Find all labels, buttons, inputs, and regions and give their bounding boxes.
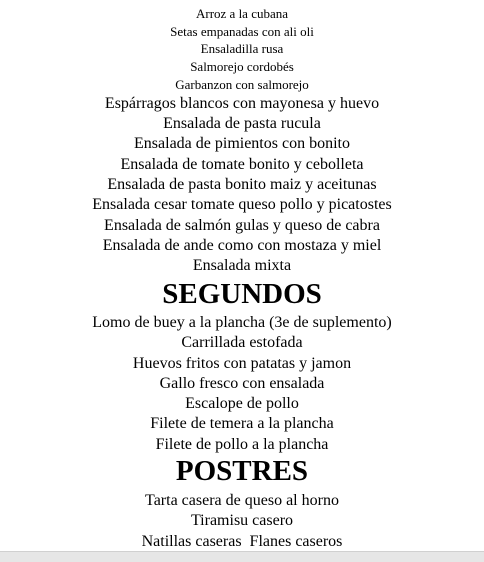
primeros-item: Ensalada de pasta rucula — [163, 115, 321, 132]
segundos-item: Gallo fresco con ensalada — [159, 375, 325, 392]
primeros-item: Ensalada de salmón gulas y queso de cabra — [104, 217, 380, 234]
primeros-item: Arroz a la cubana — [195, 6, 289, 21]
segundos-item: Escalope de pollo — [185, 395, 299, 412]
segundos-item: Huevos fritos con patatas y jamon — [132, 355, 352, 372]
segundos-item: Lomo de buey a la plancha (3e de suplemento) — [92, 314, 392, 331]
primeros-item: Ensalada de ande como con mostaza y miel — [102, 237, 382, 254]
segundos-item: Filete de pollo a la plancha — [155, 436, 329, 453]
segundos-item: Filete de temera a la plancha — [150, 415, 334, 432]
postres-item: Tarta casera de queso al horno — [145, 492, 339, 509]
primeros-item: Ensaladilla rusa — [200, 41, 284, 56]
primeros-item: Ensalada de pasta bonito maiz y aceitunas — [107, 176, 377, 193]
primeros-item: Ensalada de tomate bonito y cebolleta — [120, 156, 364, 173]
primeros-item: Setas empanadas con ali oli — [170, 24, 314, 39]
primeros-item: Ensalada cesar tomate queso pollo y picatostes — [92, 196, 392, 213]
postres-item: Tiramisu casero — [190, 512, 294, 529]
window-bottom-edge — [0, 551, 484, 562]
postres-heading: POSTRES — [175, 455, 309, 487]
primeros-item: Ensalada de pimientos con bonito — [134, 135, 350, 152]
primeros-item: Garbanzon con salmorejo — [175, 77, 309, 92]
segundos-item: Carrillada estofada — [181, 334, 303, 351]
primeros-item: Espárragos blancos con mayonesa y huevo — [104, 95, 380, 112]
segundos-heading: SEGUNDOS — [162, 278, 322, 310]
primeros-item: Ensalada mixta — [192, 257, 292, 274]
primeros-item: Salmorejo cordobés — [190, 59, 294, 74]
postres-item: Natillas caseras Flanes caseros — [141, 533, 343, 550]
